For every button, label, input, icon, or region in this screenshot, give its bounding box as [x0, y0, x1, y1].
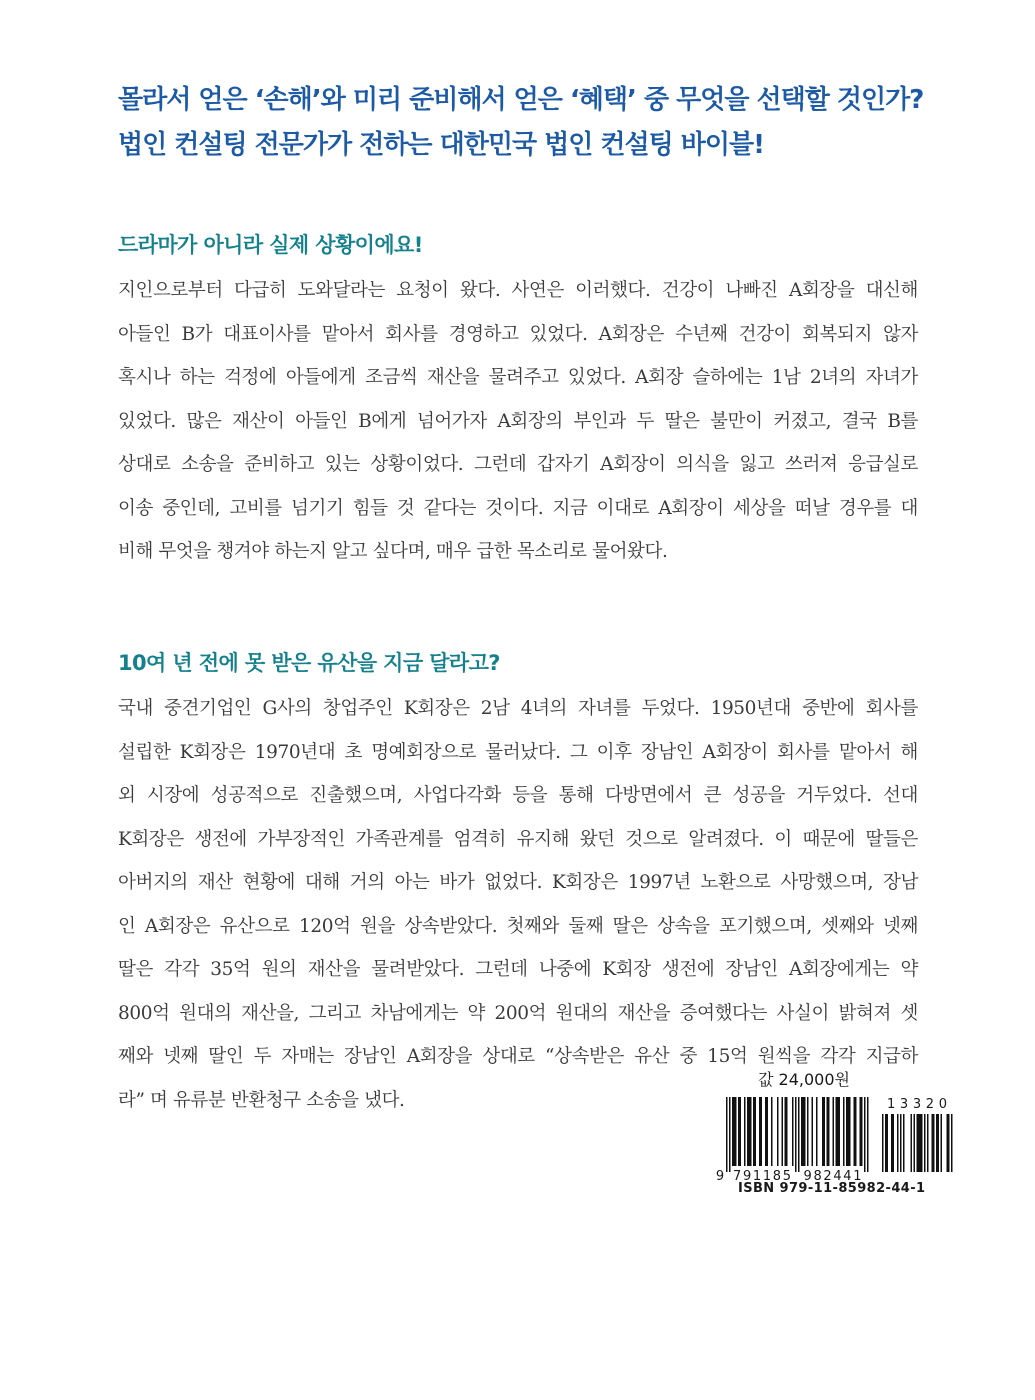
barcode-bar [822, 1097, 825, 1166]
barcode-bar [792, 1097, 794, 1166]
barcode-bar [747, 1097, 752, 1166]
body-line: 있었다. 많은 재산이 아들인 B에게 넘어가자 A회장의 부인과 두 딸은 불만이 커졌고, 결국 B를 [118, 410, 918, 432]
addon-barcode-bar [917, 1114, 923, 1172]
headline-line-1: 몰라서 얻은 ‘손해’와 미리 준비해서 얻은 ‘혜택’ 중 무엇을 선택할 것인가? [118, 85, 924, 115]
barcode-bar [732, 1097, 737, 1166]
barcode-bar [798, 1097, 800, 1172]
barcode-bar [726, 1097, 728, 1172]
addon-barcode-bar [914, 1114, 916, 1172]
body-line: K회장은 생전에 가부장적인 가족관계를 엄격히 유지해 왔던 것으로 알려졌다. 이 때문에 딸들은 [118, 828, 918, 850]
body-line: 비해 무엇을 챙겨야 하는지 알고 싶다며, 매우 급한 목소리로 물어왔다. [118, 541, 668, 562]
barcode-bar [753, 1097, 756, 1166]
barcode-bar [744, 1097, 746, 1166]
barcode-bar [759, 1097, 762, 1166]
addon-barcode-bar [924, 1114, 926, 1172]
back-cover-text [118, 78, 924, 1122]
body-line: 상대로 소송을 준비하고 있는 상황이었다. 그런데 갑자기 A회장이 의식을 잃고 쓰러져 응급실로 [118, 454, 918, 475]
barcode-bar [801, 1097, 806, 1166]
addon-barcode-bar [932, 1114, 935, 1172]
body-line: 아버지의 재산 현황에 대해 거의 아는 바가 없었다. K회장은 1997년 노환으로 사망했으며, 장남 [118, 872, 918, 893]
isbn-barcode [716, 1094, 956, 1184]
barcode-bar [860, 1097, 863, 1166]
headline [118, 78, 978, 168]
barcode-bar [854, 1097, 857, 1166]
barcode-bar [846, 1097, 851, 1166]
body-line: 인 A회장은 유산으로 120억 원을 상속받았다. 첫째와 둘째 딸은 상속을 포기했으며, 셋째와 넷째 [118, 915, 918, 937]
headline-line-2: 법인 컨설팅 전문가가 전하는 대한민국 법인 컨설팅 바이블! [118, 130, 765, 160]
addon-barcode-bar [882, 1114, 884, 1172]
story-section-1 [118, 229, 918, 574]
body-line: 째와 넷째 딸인 두 자매는 장남인 A회장을 상대로 “상속받은 유산 중 15억 원씩을 각각 지급하 [118, 1046, 918, 1067]
barcode-addon-digits: 13320 [887, 1097, 947, 1112]
barcode-bar [795, 1097, 797, 1172]
barcode-bar [836, 1097, 841, 1166]
isbn-text: ISBN 979-11-85982-44-1 [738, 1181, 926, 1196]
addon-barcode-bar [941, 1114, 943, 1172]
addon-barcode-bar [897, 1114, 899, 1172]
story-section-2 [118, 647, 918, 1122]
addon-barcode-bar [891, 1114, 894, 1172]
barcode-bar [782, 1097, 784, 1166]
barcode-bar [833, 1097, 835, 1166]
barcode-bar [816, 1097, 818, 1166]
body-line: 라” 며 유류분 반환청구 소송을 냈다. [118, 1089, 405, 1111]
body-line: 국내 중견기업인 G사의 창업주인 K회장은 2남 4녀의 자녀를 두었다. 1950년대 중반에 회사를 [118, 698, 918, 719]
price-label: 값 24,000원 [758, 1070, 850, 1089]
barcode-bar [765, 1097, 768, 1166]
barcode-bar [729, 1097, 731, 1172]
barcode-bar [777, 1097, 779, 1166]
barcode-bar [864, 1097, 866, 1172]
barcode-right-digits: 982441 [803, 1169, 862, 1184]
barcode-bar [812, 1097, 814, 1166]
addon-barcode-bar [947, 1114, 950, 1172]
barcode-bar [827, 1097, 830, 1166]
body-line: 800억 원대의 재산을, 그리고 차남에게는 약 200억 원대의 재산을 증여했다는 사실이 밝혀져 셋 [118, 1002, 918, 1024]
barcode-bar [785, 1097, 788, 1166]
body-line: 딸은 각각 35억 원의 재산을 물려받았다. 그런데 나중에 K회장 생전에 장남인 A회장에게는 약 [118, 959, 918, 980]
body-line: 설립한 K회장은 1970년대 초 명예회장으로 물러났다. 그 이후 장남인 A회장이 회사를 맡아서 해 [118, 741, 918, 763]
addon-barcode-bar [936, 1114, 939, 1172]
addon-barcode-bar [911, 1114, 913, 1172]
section-body [118, 687, 918, 1122]
body-line: 지인으로부터 다급히 도와달라는 요청이 왔다. 사연은 이러했다. 건강이 나빠진 A회장을 대신해 [118, 280, 918, 301]
body-line: 이송 중인데, 고비를 넘기기 힘들 것 같다는 것이다. 지금 이대로 A회장이 세상을 떠날 경우를 대 [118, 497, 918, 519]
body-line: 혹시나 하는 걱정에 아들에게 조금씩 재산을 물려주고 있었다. A회장 슬하에는 1남 2녀의 자녀가 [118, 367, 918, 388]
section-heading: 10여 년 전에 못 받은 유산을 지금 달라고? [118, 651, 500, 675]
addon-barcode-bar [951, 1114, 953, 1172]
barcode-bar [807, 1097, 809, 1166]
addon-barcode-bar [885, 1114, 888, 1172]
barcode-bar [771, 1097, 773, 1166]
barcode-bar [867, 1097, 869, 1172]
section-heading: 드라마가 아니라 실제 상황이에요! [118, 233, 423, 257]
addon-barcode-bar [903, 1114, 905, 1172]
barcode-bar [843, 1097, 845, 1166]
barcode-bar [738, 1097, 741, 1166]
barcode-first-digit: 9 [715, 1169, 725, 1184]
addon-barcode-bar [900, 1114, 902, 1172]
addon-barcode-bar [927, 1114, 929, 1172]
body-line: 아들인 B가 대표이사를 맡아서 회사를 경영하고 있었다. A회장은 수년째 건강이 회복되지 않자 [118, 323, 918, 345]
body-line: 외 시장에 성공적으로 진출했으며, 사업다각화 등을 통해 다방면에서 큰 성공을 거두었다. 선대 [118, 785, 918, 806]
section-body [118, 269, 918, 574]
barcode-left-digits: 791185 [733, 1169, 791, 1184]
